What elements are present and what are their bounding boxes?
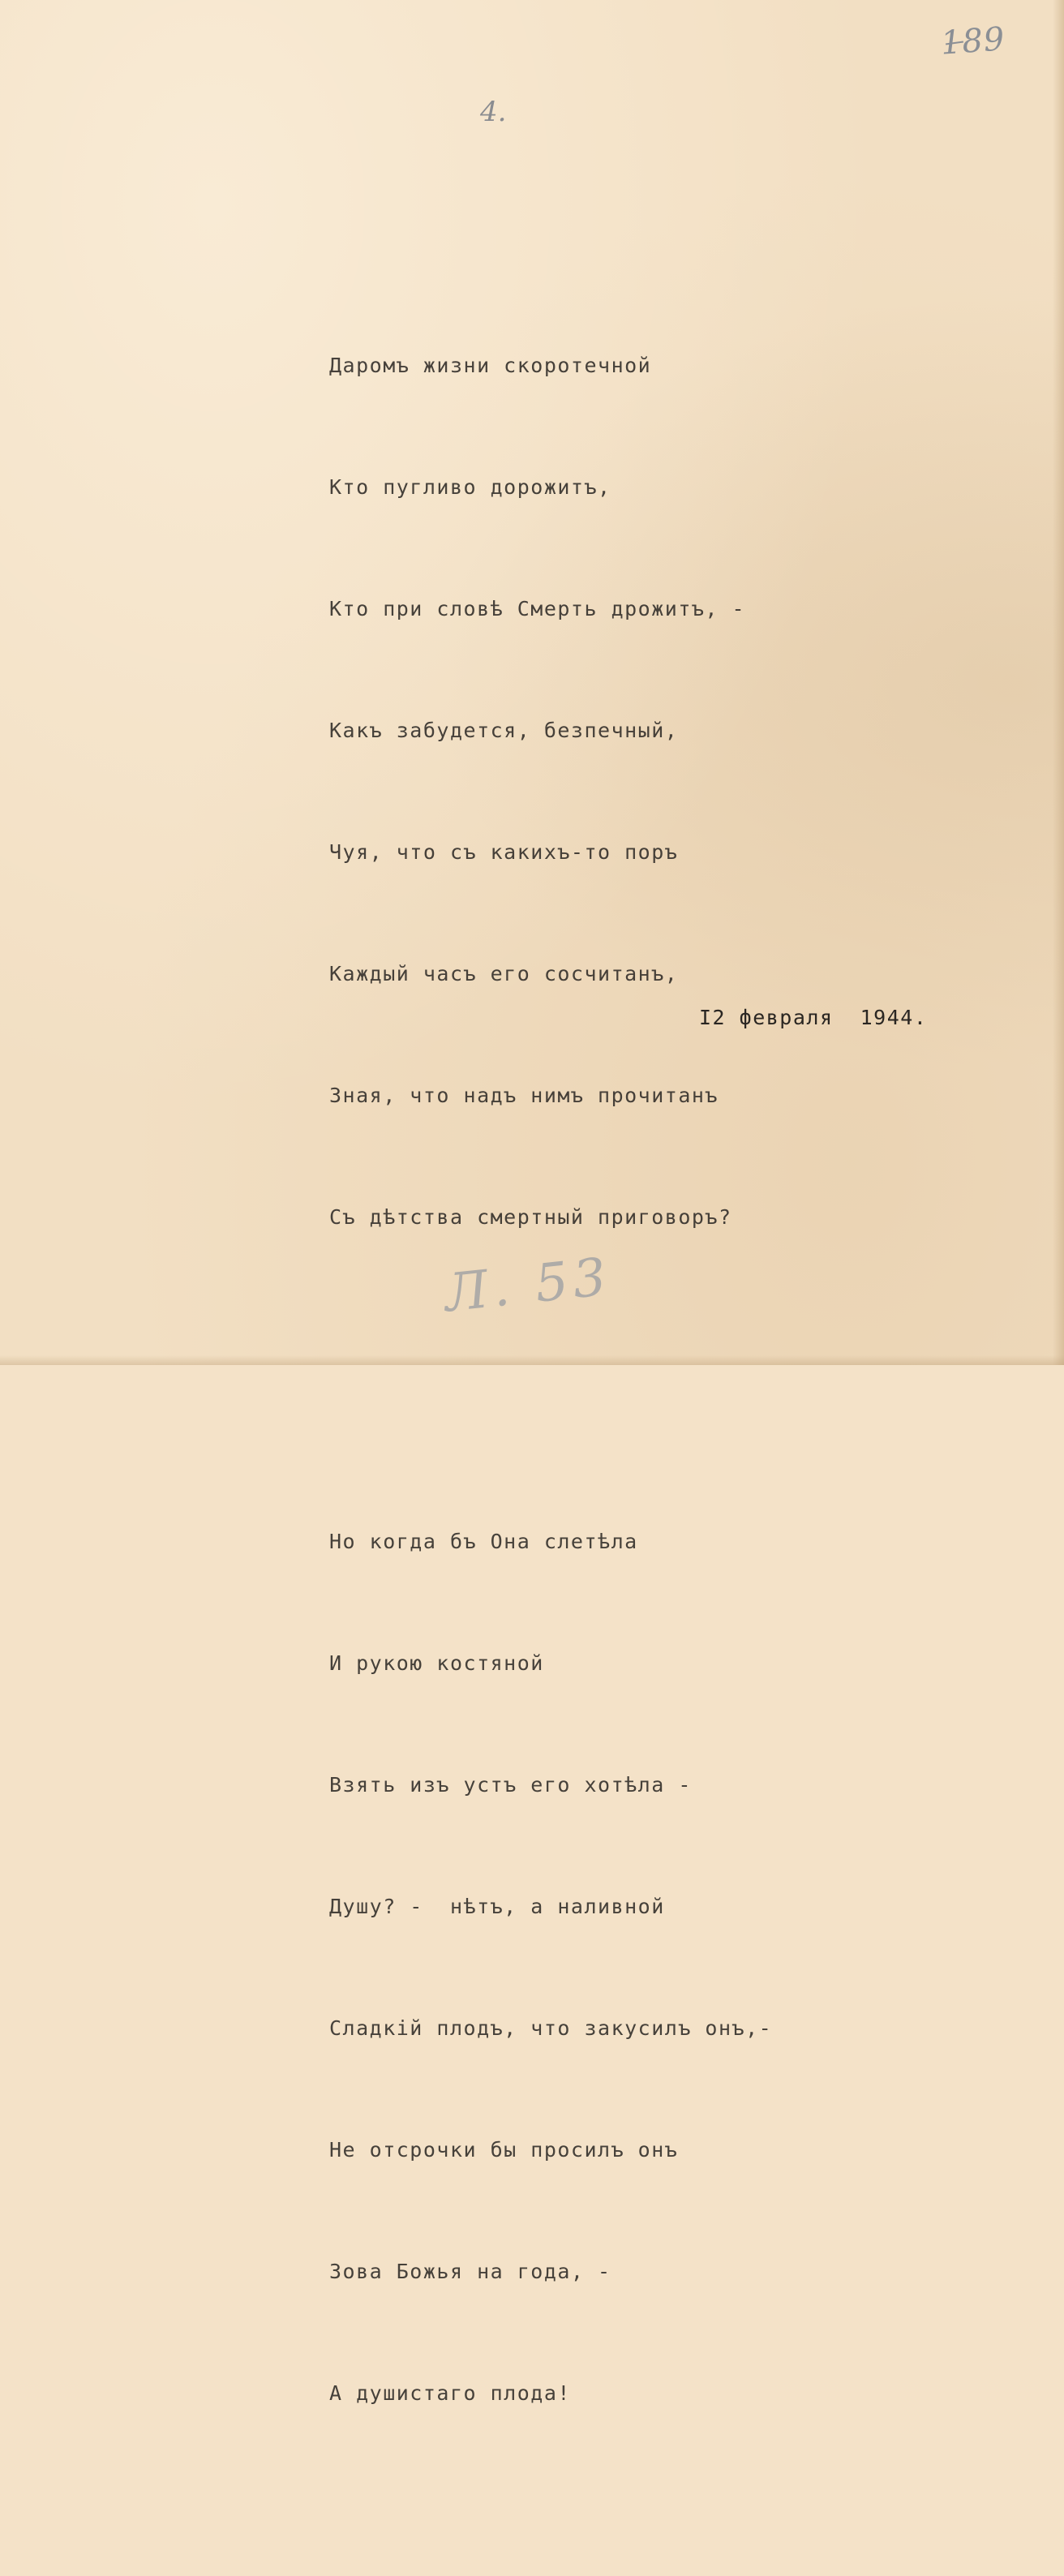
poem-line: Кто пугливо дорожитъ, (329, 475, 611, 499)
poem-body (329, 183, 816, 2576)
poem-line: Зова Божья на года, - (329, 2260, 611, 2283)
poem-line: Чуя, что съ какихъ-то поръ (329, 840, 679, 864)
poem-line: Каждый часъ его сосчитанъ, (329, 962, 679, 985)
poem-line: Но когда бъ Она слетѣла (329, 1530, 638, 1553)
section-number: 4. (480, 96, 507, 128)
poem-line: Взять изъ устъ его хотѣла - (329, 1773, 692, 1797)
poem-line: Зная, что надъ нимъ прочитанъ (329, 1084, 719, 1107)
folio-number: Л. 53 (441, 1247, 614, 1324)
poem-line: Съ дѣтства смертный приговоръ? (329, 1205, 732, 1229)
stanza-1 (329, 264, 816, 1319)
page-edge-shadow-right (1053, 0, 1064, 1365)
stanza-2 (329, 1440, 816, 2495)
poem-line: Не отсрочки бы просилъ онъ (329, 2138, 679, 2162)
poem-line: Какъ забудется, безпечный, (329, 719, 679, 742)
poem-line: Сладкій плодъ, что закусилъ онъ,- (329, 2016, 773, 2040)
poem-date: I2 февраля 1944. (699, 1006, 928, 1029)
poem-line: Кто при словѣ Смерть дрожитъ, - (329, 597, 746, 620)
poem-line: Даромъ жизни скоротечной (329, 354, 652, 377)
poem-line: И рукою костяной (329, 1651, 544, 1675)
archive-number: 189 (939, 20, 1006, 62)
poem-line: Душу? - нѣтъ, а наливной (329, 1895, 665, 1918)
poem-line: А душистаго плода! (329, 2381, 571, 2405)
